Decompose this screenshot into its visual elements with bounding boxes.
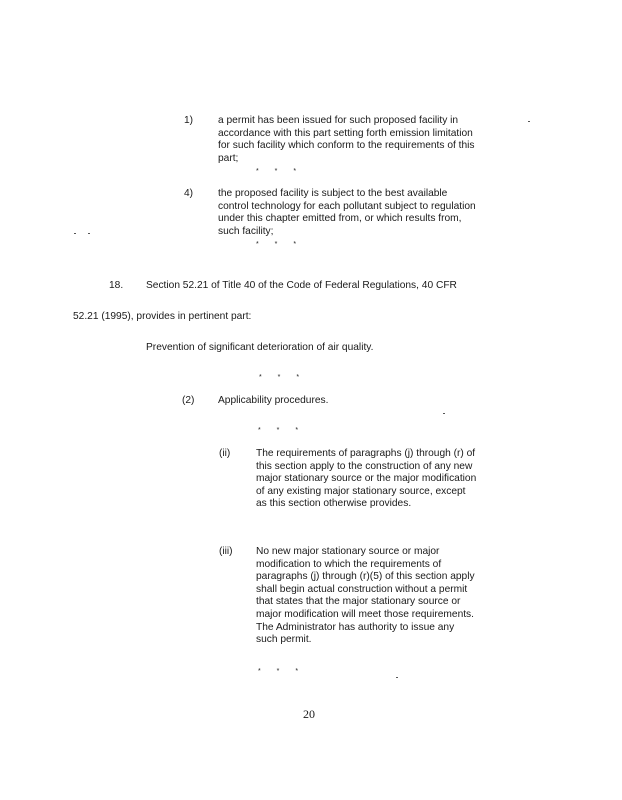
section-heading: Prevention of significant deterioration of air quality. [146, 342, 374, 353]
scan-speck [74, 233, 76, 234]
scan-speck [443, 413, 445, 414]
page-number: 20 [303, 707, 315, 721]
roman-item-text: The requirements of paragraphs (j) through (r) of this section apply to the construction of any new major stationary source or the major modification of any existing major stationary source, except as this section otherwise provides. [256, 448, 477, 510]
paragraph-line: 52.21 (1995), provides in pertinent part: [73, 311, 252, 322]
subitem-text: the proposed facility is subject to the best available control technology for each pollutant subject to regulation under this chapter emitted from, or which results from, such facility; [218, 188, 476, 237]
ellipsis-stars: * * * [256, 168, 304, 175]
paragraph-line: Section 52.21 of Title 40 of the Code of Federal Regulations, 40 CFR [146, 280, 457, 291]
item-number: (2) [182, 395, 195, 406]
subitem-text: a permit has been issued for such proposed facility in accordance with this part setting forth emission limitation for such facility which conform to the requirements of this part; [218, 115, 475, 164]
item-label: Applicability procedures. [218, 395, 329, 406]
paragraph-number: 18. [109, 280, 124, 291]
scan-speck [528, 121, 530, 122]
ellipsis-stars: * * * [258, 427, 306, 434]
roman-item-number: (iii) [219, 546, 233, 557]
scan-speck [88, 233, 90, 234]
ellipsis-stars: * * * [258, 668, 306, 675]
ellipsis-stars: * * * [259, 374, 307, 381]
subitem-number: 4) [184, 188, 194, 199]
roman-item-text: No new major stationary source or major modification to which the requirements of paragraphs (j) through (r)(5) of this section apply shall begin actual construction without a permit that states that the major stationary source or major modification will meet those requirements. The Administrator has authority to issue any such permit. [256, 546, 475, 646]
roman-item-number: (ii) [219, 448, 231, 459]
ellipsis-stars: * * * [256, 241, 304, 248]
subitem-number: 1) [184, 115, 194, 126]
scan-speck [396, 677, 398, 678]
